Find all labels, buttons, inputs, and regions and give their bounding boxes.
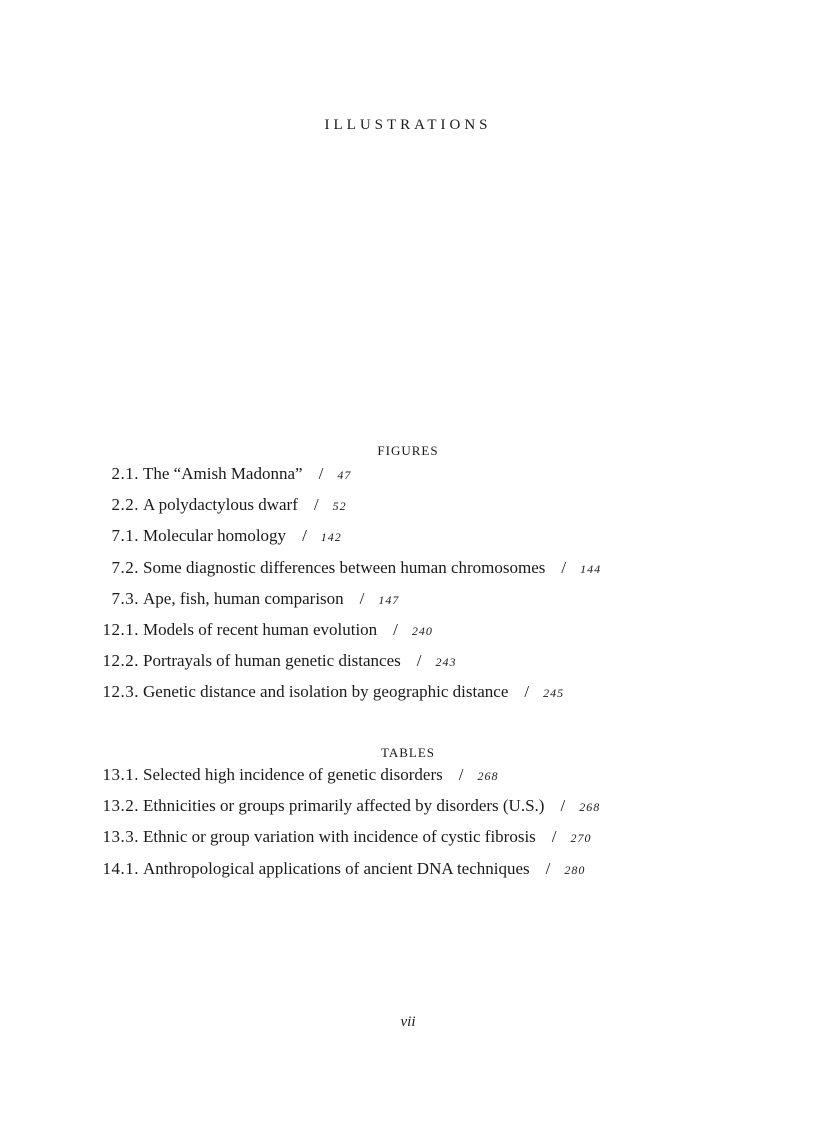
page-number: vii	[400, 1014, 416, 1030]
entry-page: 240	[411, 623, 433, 638]
tables-heading: TABLES	[380, 745, 436, 760]
entry-title: Ethnic or group variation with incidence of cystic fibrosis	[143, 827, 536, 847]
entry-number: 12.3.	[102, 682, 139, 702]
entry-number: 7.2.	[111, 557, 139, 577]
list-item	[0, 464, 816, 495]
tables-list	[0, 765, 816, 890]
entry-page: 280	[564, 862, 586, 877]
list-item	[0, 558, 816, 589]
entry-page: 268	[477, 769, 499, 783]
entry-separator: /	[545, 858, 551, 878]
entry-page: 52	[332, 499, 347, 514]
entry-number: 12.1.	[102, 619, 139, 639]
entry-separator: /	[302, 526, 307, 546]
entry-title: Anthropological applications of ancient DNA techniques	[143, 858, 530, 878]
entry-separator: /	[524, 682, 530, 702]
entry-separator: /	[318, 464, 324, 483]
entry-title: Ethnicities or groups primarily affected by disorders (U.S.)	[143, 796, 545, 816]
entry-page: 243	[435, 655, 457, 670]
entry-number: 12.2.	[102, 651, 139, 671]
entry-separator: /	[359, 588, 365, 608]
figures-list	[0, 464, 816, 714]
entry-title: Genetic distance and isolation by geographic distance	[143, 682, 509, 702]
entry-separator: /	[416, 651, 422, 671]
entry-title: Portrayals of human genetic distances	[143, 651, 401, 671]
entry-separator: /	[551, 827, 557, 847]
entry-separator: /	[393, 619, 398, 639]
entry-page: 268	[579, 800, 601, 815]
figures-heading: FIGURES	[377, 443, 439, 458]
entry-number: 2.2.	[111, 495, 139, 515]
entry-number: 7.3.	[111, 588, 139, 608]
entry-number: 13.1.	[102, 765, 139, 784]
entry-page: 270	[570, 831, 592, 846]
list-item	[0, 620, 816, 651]
list-item	[0, 796, 816, 827]
entry-number: 13.3.	[102, 827, 139, 847]
entry-page: 147	[378, 592, 400, 607]
entry-title: Some diagnostic differences between human chromosomes	[143, 557, 546, 577]
entry-page: 47	[337, 468, 352, 482]
entry-separator: /	[561, 557, 567, 577]
entry-page: 144	[580, 561, 602, 576]
entry-title: Ape, fish, human comparison	[143, 588, 344, 608]
list-item	[0, 682, 816, 713]
entry-number: 13.2.	[102, 796, 139, 816]
list-item	[0, 495, 816, 526]
entry-title: A polydactylous dwarf	[143, 495, 298, 515]
entry-page: 245	[543, 686, 565, 701]
list-item	[0, 859, 816, 890]
entry-number: 7.1.	[111, 526, 139, 546]
list-item	[0, 765, 816, 796]
entry-separator: /	[560, 796, 566, 816]
entry-number: 14.1.	[102, 858, 139, 878]
page-title: ILLUSTRATIONS	[324, 117, 492, 133]
entry-title: Selected high incidence of genetic disorders	[143, 765, 443, 784]
list-item	[0, 651, 816, 682]
entry-title: Models of recent human evolution	[143, 619, 378, 639]
entry-title: Molecular homology	[143, 526, 287, 546]
entry-separator: /	[313, 495, 319, 515]
entry-title: The “Amish Madonna”	[143, 464, 303, 483]
entry-number: 2.1.	[111, 464, 139, 483]
list-item	[0, 827, 816, 858]
entry-page: 142	[320, 530, 342, 545]
entry-separator: /	[458, 765, 464, 784]
list-item	[0, 526, 816, 557]
list-item	[0, 589, 816, 620]
